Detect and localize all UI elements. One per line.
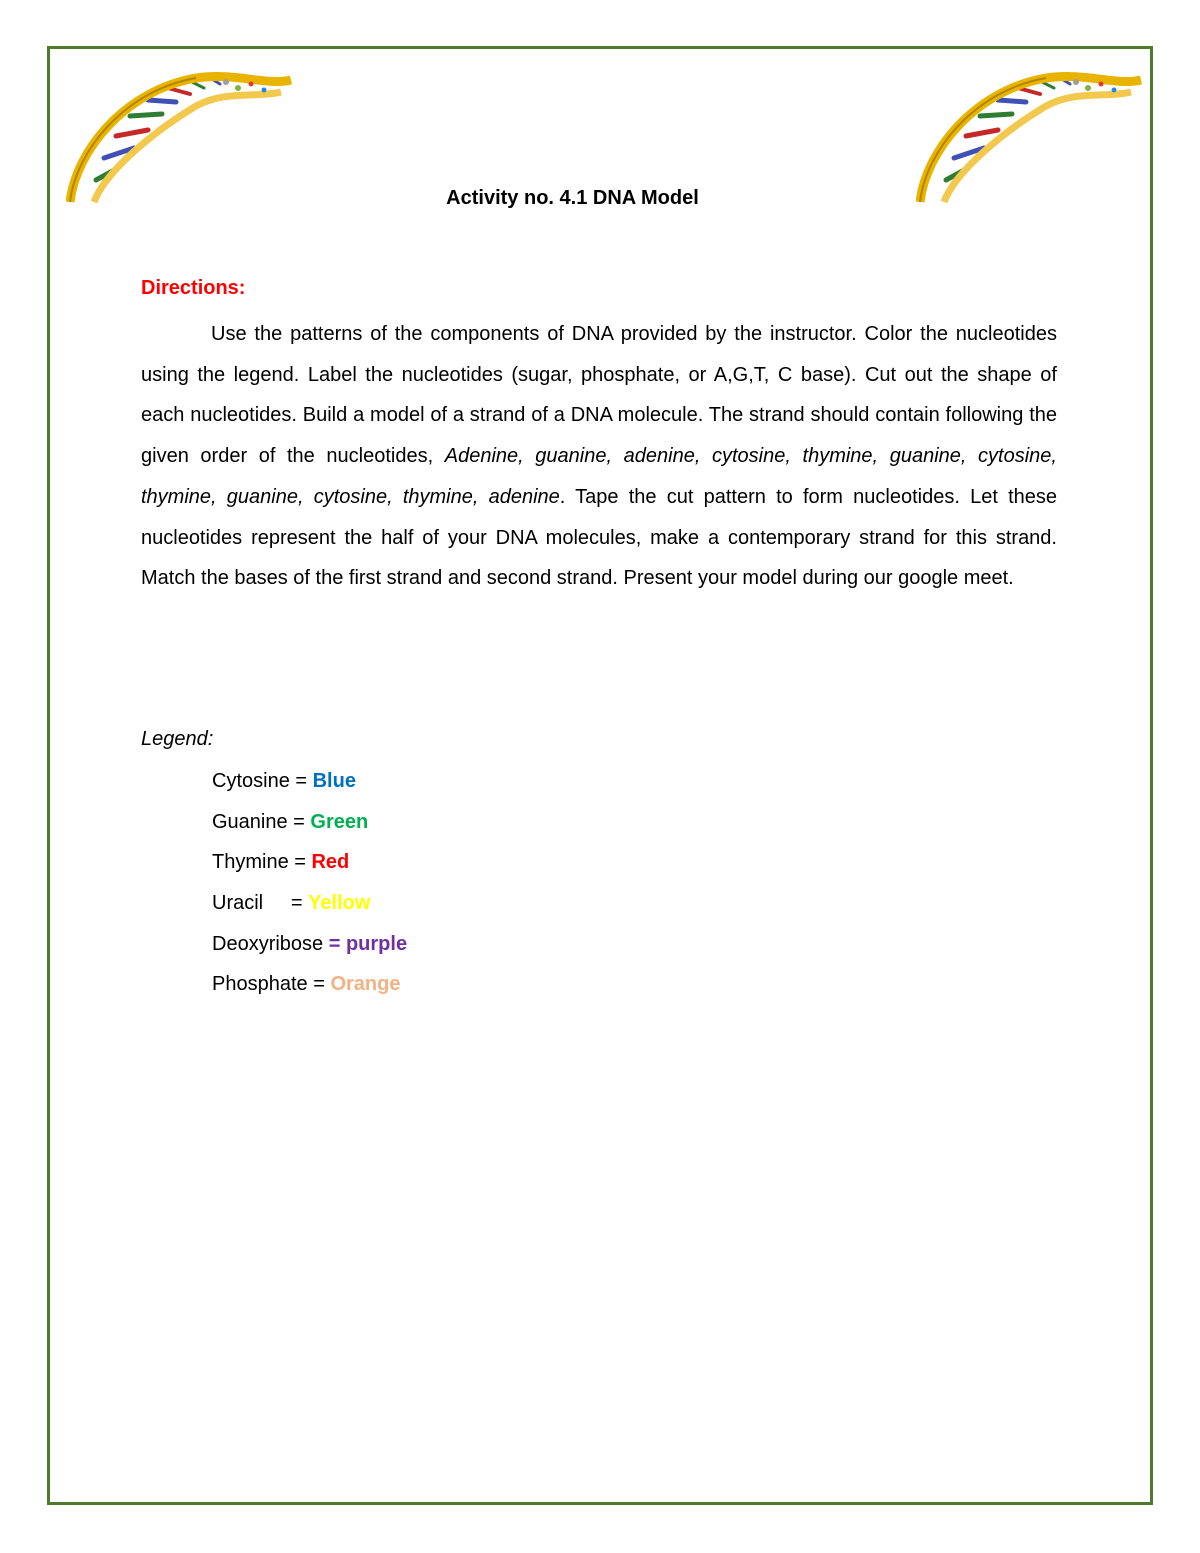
directions-text-part-2: . Tape the cut pattern to form nucleotides. Let these nucleotides represent the half of your DNA molecules, make a contemporary strand for this strand. Match the bases of the first strand and second strand. Present your model during our google meet. xyxy=(141,485,1057,590)
nucleotide-sequence: Adenine, guanine, adenine, cytosine, thymine, guanine, cytosine, thymine, guanine, cytosine, thymine, adenine xyxy=(141,445,1057,508)
page-title: Activity no. 4.1 DNA Model xyxy=(446,187,699,209)
legend-label: Guanine = xyxy=(212,810,311,833)
legend-label: Thymine = xyxy=(212,851,312,874)
legend-list xyxy=(212,761,407,1005)
legend-color-name: Yellow xyxy=(308,892,371,915)
legend-color-name: Green xyxy=(310,810,369,833)
directions-body xyxy=(141,314,1057,599)
directions-heading: Directions: xyxy=(141,277,246,299)
legend-item xyxy=(212,842,407,883)
legend-label: Deoxyribose xyxy=(212,932,329,955)
legend-item xyxy=(212,883,407,924)
legend-color-name: Orange xyxy=(330,973,401,996)
legend-label: Uracil = xyxy=(212,892,309,915)
dna-helix-icon xyxy=(66,70,296,205)
legend-color-name: Red xyxy=(311,851,350,874)
directions-text-part-1: Use the patterns of the components of DNA provided by the instructor. Color the nucleotides using the legend. Label the nucleotides (sugar, phosphate, or A,G,T, C base). Cut out the shape of each nucleotides. Build a model of a strand of a DNA molecule. The strand should contain following the given order of the nucleotides, xyxy=(141,323,1057,468)
legend-color-name: = purple xyxy=(328,932,408,955)
legend-color-name: Blue xyxy=(312,770,356,792)
legend-item xyxy=(212,964,407,1005)
legend-heading: Legend: xyxy=(141,728,214,750)
dna-helix-icon xyxy=(916,70,1146,205)
legend-label: Phosphate = xyxy=(212,973,331,996)
legend-item xyxy=(212,924,407,965)
legend-item xyxy=(212,761,407,802)
legend-item xyxy=(212,802,407,843)
legend-label: Cytosine = xyxy=(212,770,313,792)
